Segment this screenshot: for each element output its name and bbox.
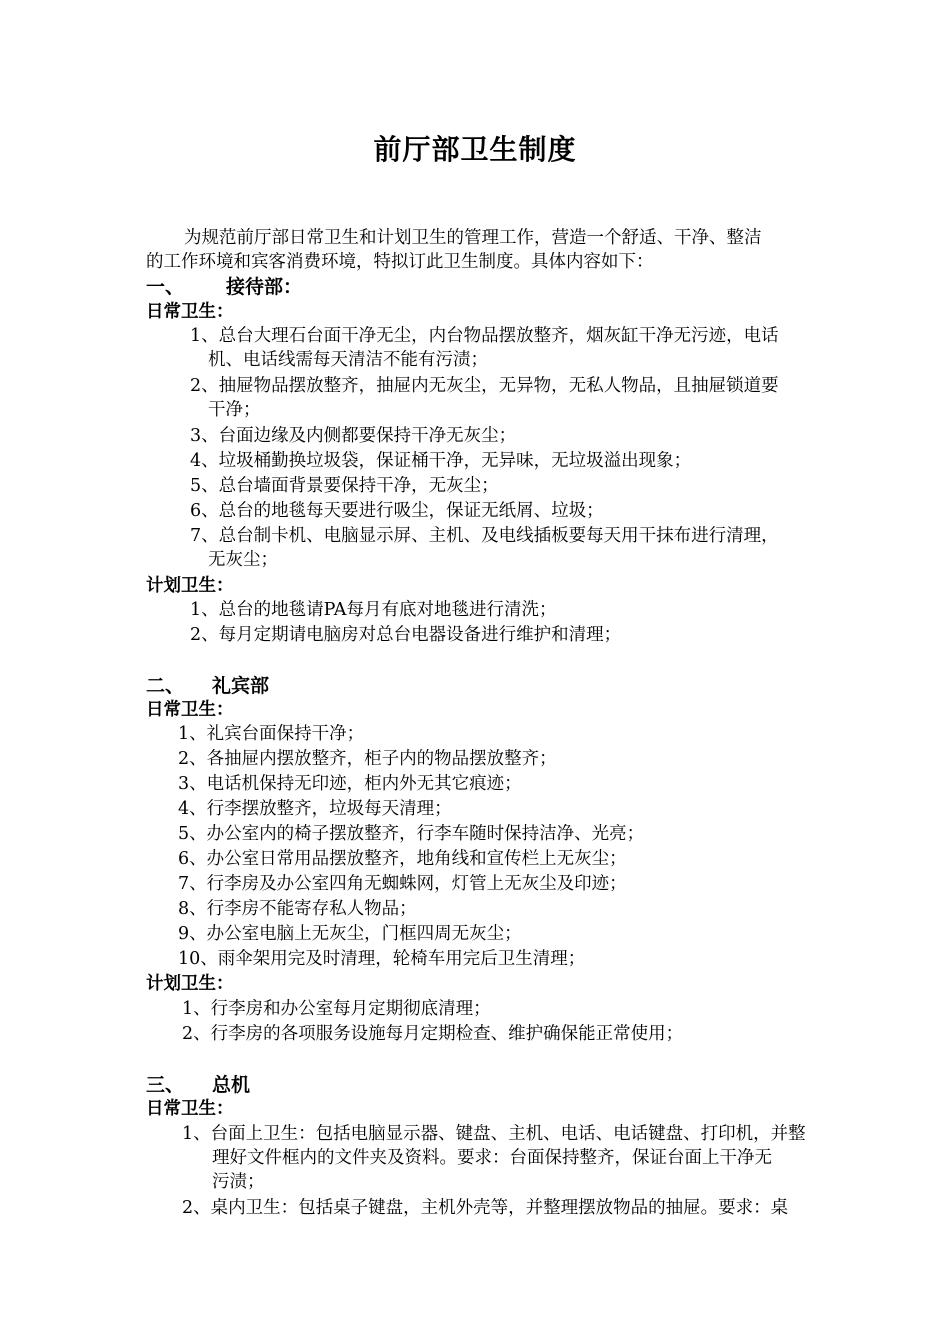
- section-name: 总机: [212, 1074, 251, 1096]
- list-item: 5、办公室内的椅子摆放整齐，行李车随时保持洁净、光亮；: [178, 824, 645, 844]
- section-heading-reception: [146, 274, 302, 300]
- list-item: 1、行李房和办公室每月定期彻底清理；: [182, 999, 491, 1019]
- list-item-continued: 机、电话线需每天清洁不能有污渍；: [208, 350, 488, 370]
- list-item: 2、桌内卫生：包括桌子键盘，主机外壳等，并整理摆放物品的抽屉。要求：桌: [182, 1198, 789, 1218]
- section-heading-switchboard: [146, 1072, 250, 1098]
- list-item: 7、行李房及办公室四角无蜘蛛网，灯管上无灰尘及印迹；: [178, 874, 627, 894]
- list-item: 6、总台的地毯每天要进行吸尘，保证无纸屑、垃圾；: [190, 501, 604, 521]
- list-item-continued: 理好文件框内的文件夹及资料。要求：台面保持整齐，保证台面上干净无: [212, 1148, 772, 1168]
- list-item-continued: 干净；: [208, 400, 261, 420]
- plan-label: 计划卫生：: [146, 974, 234, 994]
- list-item: 8、行李房不能寄存私人物品；: [178, 899, 417, 919]
- list-item: 3、台面边缘及内侧都要保持干净无灰尘；: [190, 426, 517, 446]
- plan-label: 计划卫生：: [146, 576, 234, 596]
- section-name: 礼宾部: [212, 675, 270, 697]
- intro-line-1: 为规范前厅部日常卫生和计划卫生的管理工作，营造一个舒适、干净、整洁: [184, 228, 762, 248]
- list-item: 3、电话机保持无印迹，柜内外无其它痕迹；: [178, 774, 522, 794]
- section-number: 一、: [146, 276, 185, 298]
- list-item: 5、总台墙面背景要保持干净，无灰尘；: [190, 476, 499, 496]
- list-item: 2、行李房的各项服务设施每月定期检查、维护确保能正常使用；: [182, 1024, 684, 1044]
- list-item: 1、台面上卫生：包括电脑显示器、键盘、主机、电话、电话键盘、打印机，并整: [182, 1124, 806, 1144]
- section-number: 三、: [146, 1074, 185, 1096]
- list-item: 4、行李摆放整齐，垃圾每天清理；: [178, 799, 452, 819]
- daily-label: 日常卫生：: [146, 302, 234, 322]
- daily-label: 日常卫生：: [146, 1099, 234, 1119]
- list-item: 2、各抽屉内摆放整齐，柜子内的物品摆放整齐；: [178, 749, 557, 769]
- list-item: 6、办公室日常用品摆放整齐，地角线和宣传栏上无灰尘；: [178, 849, 627, 869]
- intro-line-2: 的工作环境和宾客消费环境，特拟订此卫生制度。具体内容如下：: [146, 252, 654, 272]
- section-number: 二、: [146, 675, 185, 697]
- section-heading-concierge: [146, 673, 269, 699]
- list-item: 9、办公室电脑上无灰尘，门框四周无灰尘；: [178, 924, 522, 944]
- list-item-continued: 无灰尘；: [208, 550, 278, 570]
- list-item: 2、每月定期请电脑房对总台电器设备进行维护和清理；: [190, 625, 622, 645]
- list-item-continued: 污渍；: [212, 1172, 265, 1192]
- page-title: 前厅部卫生制度: [373, 133, 577, 166]
- section-name: 接待部：: [226, 276, 303, 298]
- list-item: 1、总台大理石台面干净无尘，内台物品摆放整齐，烟灰缸干净无污迹，电话: [190, 326, 779, 346]
- list-item: 10、雨伞架用完及时清理，轮椅车用完后卫生清理；: [178, 949, 586, 969]
- list-item: 1、礼宾台面保持干净；: [178, 724, 365, 744]
- list-item: 7、总台制卡机、电脑显示屏、主机、及电线插板要每天用干抹布进行清理，: [190, 526, 779, 546]
- list-item: 1、总台的地毯请PA每月有底对地毯进行清洗；: [190, 600, 557, 620]
- daily-label: 日常卫生：: [146, 700, 234, 720]
- list-item: 4、垃圾桶勤换垃圾袋，保证桶干净，无异味，无垃圾溢出现象；: [190, 451, 692, 471]
- list-item: 2、抽屉物品摆放整齐，抽屉内无灰尘，无异物，无私人物品，且抽屉锁道要: [190, 376, 779, 396]
